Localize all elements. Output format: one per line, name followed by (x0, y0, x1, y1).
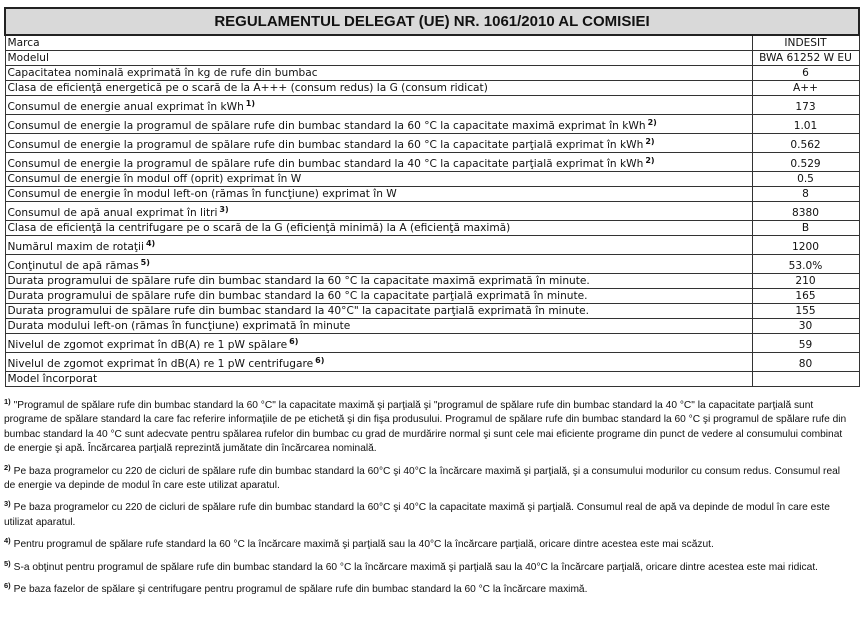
footnote-ref: 4) (145, 239, 156, 248)
row-label-cell (5, 66, 752, 81)
footnote-ref: 6) (315, 356, 325, 365)
row-label-cell (5, 353, 752, 372)
footnote-text: S-a obţinut pentru programul de spălare rufe din bumbac standard la 60 °C la încărcare maximă şi parţială sau la 40°C la încărcare parţială, oricare dintre acestea este mai ridicat. (13, 561, 818, 573)
row-value: BWA 61252 W EU (752, 51, 859, 66)
row-label: Consumul de energie la programul de spălare rufe din bumbac standard la 40 °C la capacitate parţială exprimat în kWh (7, 158, 644, 170)
table-title-row (5, 8, 859, 35)
footnote-ref: 3) (219, 205, 229, 214)
row-label-cell (5, 274, 752, 289)
row-label: Modelul (7, 52, 49, 64)
row-label-cell (5, 115, 752, 134)
row-label: Durata programului de spălare rufe din bumbac standard la 60 °C la capacitate parţială exprimată în minute. (7, 290, 588, 302)
document-title: REGULAMENTUL DELEGAT (UE) NR. 1061/2010 AL COMISIEI (5, 8, 859, 35)
row-label: Consumul de energie în modul left-on (rămas în funcţiune) exprimat în W (7, 188, 397, 200)
table-row (5, 255, 859, 274)
row-label: Nivelul de zgomot exprimat în dB(A) re 1 pW centrifugare (7, 358, 314, 370)
row-label: Conţinutul de apă rămas (7, 260, 139, 272)
table-row (5, 115, 859, 134)
row-value: 0.562 (752, 134, 859, 153)
footnote (4, 399, 850, 457)
row-label: Durata modului left-on (rămas în funcţiune) exprimată în minute (7, 320, 351, 332)
footnote-number: 1) (4, 397, 11, 406)
table-row (5, 153, 859, 172)
row-label-cell (5, 202, 752, 221)
row-label-cell (5, 81, 752, 96)
row-value: 30 (752, 319, 859, 334)
footnote-text: Pentru programul de spălare rufe standard la 60 °C la încărcare maximă şi parţială sau la 40°C la încărcare parţială, oricare dintre acestea este mai scăzut. (13, 539, 714, 551)
row-value: A++ (752, 81, 859, 96)
row-value: 165 (752, 289, 859, 304)
table-row (5, 372, 859, 387)
row-label: Consumul de energie anual exprimat în kWh (7, 101, 244, 113)
table-row (5, 202, 859, 221)
footnote (4, 583, 850, 597)
row-value: 1200 (752, 236, 859, 255)
footnote-number: 4) (4, 536, 11, 546)
footnote (4, 538, 850, 552)
row-label-cell (5, 372, 752, 387)
row-value: 8380 (752, 202, 859, 221)
row-label-cell (5, 35, 752, 51)
row-label-cell (5, 334, 752, 353)
footnote-text: Pe baza programelor cu 220 de cicluri de spălare rufe din bumbac standard la 60°C şi 40°C la încărcare maximă şi parţială, şi a consumului modurilor cu consum redus. Consumul real de energie va depinde de modul în care este utilizat aparatul. (4, 465, 841, 492)
footnote (4, 501, 850, 530)
row-value: 53.0% (752, 255, 859, 274)
footnote-ref: 6) (289, 337, 299, 346)
footnote (4, 558, 850, 575)
footnote-number: 6) (4, 581, 11, 591)
footnote-ref: 2) (645, 137, 655, 146)
footnote-text: Pe baza fazelor de spălare şi centrifugare pentru programul de spălare rufe din bumbac standard la 60 °C la încărcare maximă. (13, 584, 588, 596)
table-row (5, 289, 859, 304)
row-label-cell (5, 319, 752, 334)
row-label: Consumul de energie la programul de spălare rufe din bumbac standard la 60 °C la capacitate maximă exprimat în kWh (7, 120, 646, 132)
footnote-number: 2) (4, 462, 11, 472)
footnote-ref: 2) (647, 118, 657, 127)
row-value: INDESIT (752, 35, 859, 51)
row-label-cell (5, 187, 752, 202)
row-label: Clasa de eficienţă la centrifugare pe o scară de la G (eficienţă minimă) la A (eficienţă maximă) (7, 222, 511, 234)
row-label: Durata programului de spălare rufe din bumbac standard la 60 °C la capacitate maximă exprimată în minute. (7, 275, 590, 287)
table-row (5, 187, 859, 202)
table-row (5, 134, 859, 153)
table-row (5, 35, 859, 51)
row-label-cell (5, 236, 752, 255)
table-row (5, 236, 859, 255)
table-row (5, 172, 859, 187)
row-value: B (752, 221, 859, 236)
table-row (5, 221, 859, 236)
row-label-cell (5, 255, 752, 274)
row-value: 155 (752, 304, 859, 319)
row-value: 80 (752, 353, 859, 372)
row-value (752, 372, 859, 387)
footnote-ref: 1) (245, 99, 256, 108)
row-value: 173 (752, 96, 859, 115)
row-value: 0.5 (752, 172, 859, 187)
row-label-cell (5, 221, 752, 236)
row-label: Clasa de eficienţă energetică pe o scară de la A+++ (consum redus) la G (consum ridicat) (7, 82, 488, 94)
row-label-cell (5, 304, 752, 319)
energy-regulation-document (4, 7, 858, 605)
row-label: Consumul de apă anual exprimat în litri (7, 207, 218, 219)
row-label: Consumul de energie la programul de spălare rufe din bumbac standard la 60 °C la capacitate parţială exprimat în kWh (7, 139, 644, 151)
row-value: 210 (752, 274, 859, 289)
footnote-number: 3) (4, 499, 11, 509)
table-row (5, 319, 859, 334)
row-value: 6 (752, 66, 859, 81)
row-label-cell (5, 289, 752, 304)
row-value: 59 (752, 334, 859, 353)
table-row (5, 334, 859, 353)
table-row (5, 274, 859, 289)
footnote-text: "Programul de spălare rufe din bumbac standard la 60 °C" la capacitate maximă şi parţială şi "programul de spălare rufe din bumbac standard la 40 °C" la capacitate parţială sunt programe de spălare standard la care fac referire informaţiile de pe etichetă şi din fişa produsului. Programul de spălare rufe din bumbac standard la 60 °C şi programul de spălare rufe din bumbac standard la 40 °C sunt adecvate pentru spălarea rufelor din bumbac cu grad de murdărire normal şi sunt cele mai eficiente programe din punct de vedere al consumului combinat de energie şi apă. Încărcarea parţială reprezintă jumătate din încărcarea nominală. (4, 400, 847, 455)
table-row (5, 51, 859, 66)
row-label: Model încorporat (7, 373, 98, 385)
table-row (5, 66, 859, 81)
footnote-number: 5) (4, 558, 11, 568)
footnote-ref: 5) (140, 258, 150, 267)
specification-table (4, 7, 860, 387)
row-label: Consumul de energie în modul off (oprit) exprimat în W (7, 173, 302, 185)
table-row (5, 353, 859, 372)
row-label: Capacitatea nominală exprimată în kg de rufe din bumbac (7, 67, 318, 79)
table-row (5, 81, 859, 96)
row-label: Marca (7, 37, 40, 49)
footnotes-section (4, 399, 858, 597)
row-value: 0.529 (752, 153, 859, 172)
row-value: 8 (752, 187, 859, 202)
row-label: Durata programului de spălare rufe din bumbac standard la 40°C" la capacitate parţială exprimată în minute. (7, 305, 590, 317)
row-label: Nivelul de zgomot exprimat în dB(A) re 1 pW spălare (7, 339, 288, 351)
row-label-cell (5, 134, 752, 153)
footnote-text: Pe baza programelor cu 220 de cicluri de spălare rufe din bumbac standard la 60°C şi 40°C la capacitate maximă şi parţială. Consumul real de apă va depinde de modul în care este utilizat aparatul. (4, 502, 830, 528)
footnote (4, 462, 850, 494)
row-label: Numărul maxim de rotaţii (7, 241, 144, 253)
row-label-cell (5, 153, 752, 172)
row-label-cell (5, 51, 752, 66)
row-value: 1.01 (752, 115, 859, 134)
row-label-cell (5, 96, 752, 115)
table-row (5, 96, 859, 115)
footnote-ref: 2) (645, 156, 655, 165)
row-label-cell (5, 172, 752, 187)
table-row (5, 304, 859, 319)
